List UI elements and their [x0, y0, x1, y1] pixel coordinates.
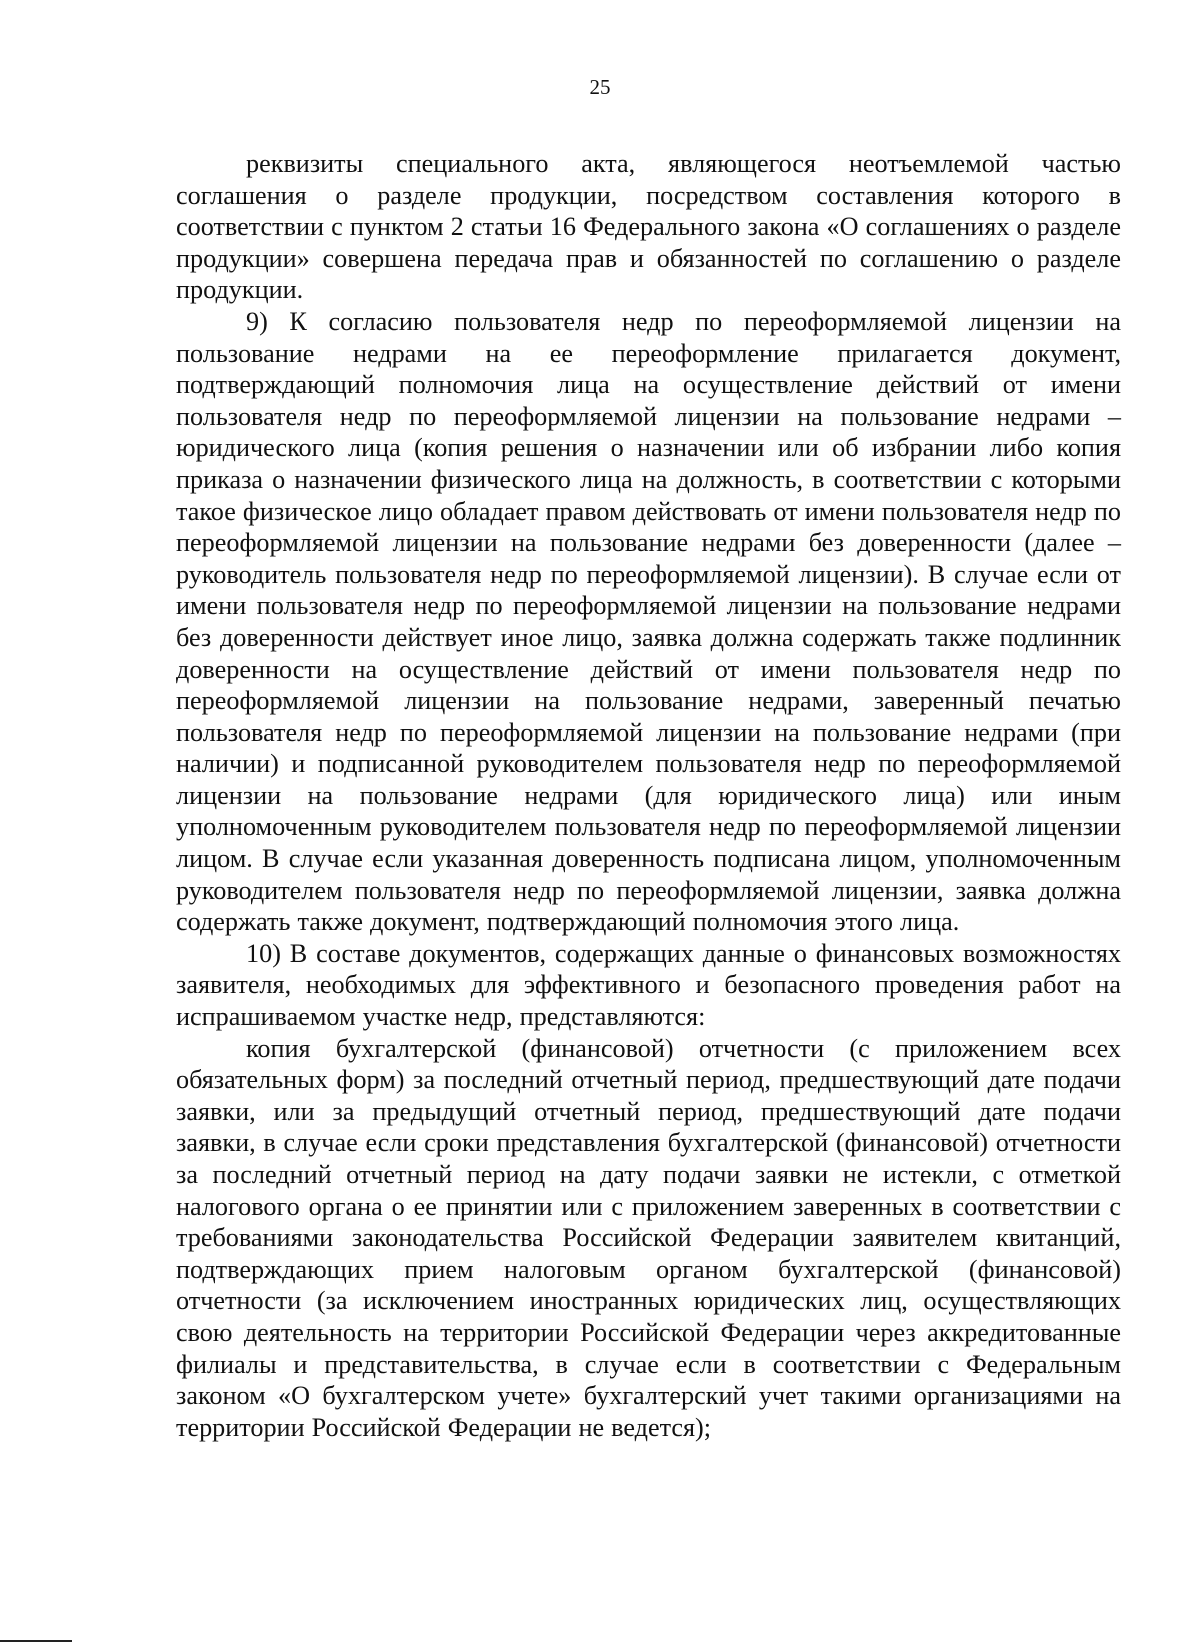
- page-number: 25: [589, 75, 611, 99]
- paragraph-continuation: реквизиты специального акта, являющегося неотъемлемой частью соглашения о разделе продукции, посредством составления которого в соответствии с пунктом 2 статьи 16 Федерального закона «О соглашениях о разделе продукции» совершена передача прав и обязанностей по соглашению о разделе продукции.: [176, 149, 1121, 305]
- paragraph-financial-reporting: копия бухгалтерской (финансовой) отчетности (с приложением всех обязательных форм) за последний отчетный период, предшествующий дате подачи заявки, или за предыдущий отчетный период, предшествующий дате подачи заявки, в случае если сроки представления бухгалтерской (финансовой) отчетности за последний отчетный период на дату подачи заявки не истекли, с отметкой налогового органа о ее принятии или с приложением заверенных в соответствии с требованиями законодательства Российской Федерации заявителем квитанций, подтверждающих прием налоговым органом бухгалтерской (финансовой) отчетности (за исключением иностранных юридических лиц, осуществляющих свою деятельность на территории Российской Федерации через аккредитованные филиалы и представительства, в случае если в соответствии с Федеральным законом «О бухгалтерском учете» бухгалтерский учет такими организациями на территории Российской Федерации не ведется);: [176, 1033, 1121, 1442]
- paragraph-item-10: 10) В составе документов, содержащих данные о финансовых возможностях заявителя, необходимых для эффективного и безопасного проведения работ на испрашиваемом участке недр, представляются:: [176, 938, 1121, 1032]
- footnote-divider: [0, 1640, 72, 1642]
- paragraph-item-9: 9) К согласию пользователя недр по переоформляемой лицензии на пользование недрами на ее переоформление прилагается документ, подтверждающий полномочия лица на осуществление действий от имени пользователя недр по переоформляемой лицензии на пользование недрами – юридического лица (копия решения о назначении или об избрании либо копия приказа о назначении физического лица на должность, в соответствии с которыми такое физическое лицо обладает правом действовать от имени пользователя недр по переоформляемой лицензии на пользование недрами без доверенности (далее – руководитель пользователя недр по переоформляемой лицензии). В случае если от имени пользователя недр по переоформляемой лицензии на пользование недрами без доверенности действует иное лицо, заявка должна содержать также подлинник доверенности на осуществление действий от имени пользователя недр по переоформляемой лицензии на пользование недрами, заверенный печатью пользователя недр по переоформляемой лицензии на пользование недрами (при наличии) и подписанной руководителем пользователя недр по переоформляемой лицензии на пользование недрами (для юридического лица) или иным уполномоченным руководителем пользователя недр по переоформляемой лицензии лицом. В случае если указанная доверенность подписана лицом, уполномоченным руководителем пользователя недр по переоформляемой лицензии, заявка должна содержать также документ, подтверждающий полномочия этого лица.: [176, 306, 1121, 937]
- document-body: [176, 148, 1121, 1443]
